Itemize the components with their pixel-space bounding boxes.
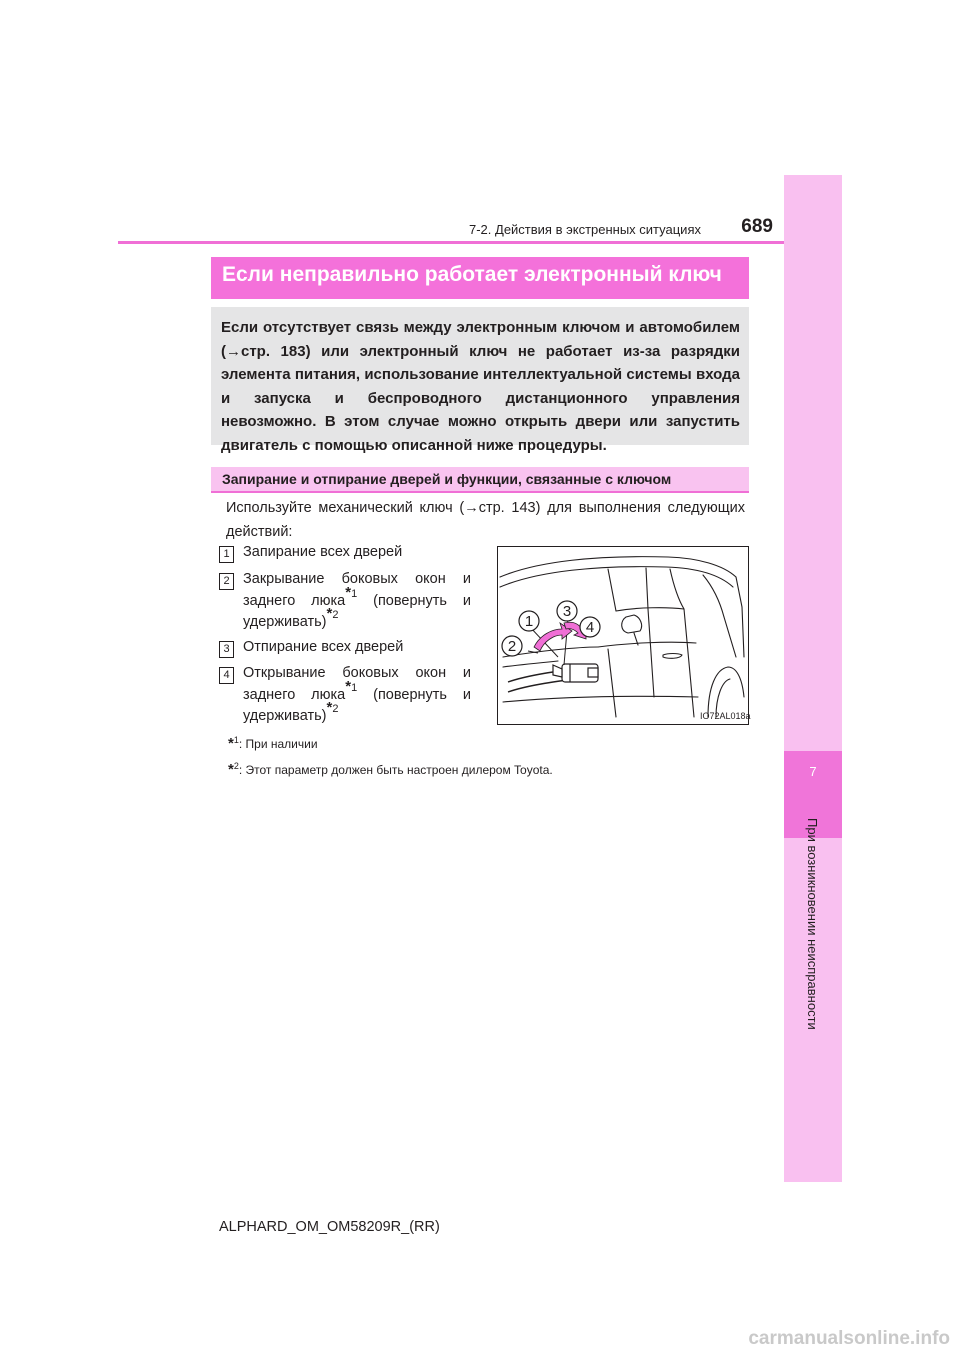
list-item-4-ref1: 1 xyxy=(351,681,358,694)
side-chapter-title: При возникновении неисправности xyxy=(805,818,820,1030)
list-item-2-text-b: (повернуть и удерживать) xyxy=(243,592,471,630)
car-door-drawing xyxy=(498,547,751,724)
callout-4: 4 xyxy=(585,619,595,636)
footnote-1-mark: * xyxy=(228,735,234,752)
list-item-4-text-b: (повернуть и удерживать) xyxy=(243,686,471,724)
footnote-2-text: : Этот параметр должен быть настроен дилером Toyota. xyxy=(238,763,553,777)
list-item-2: Закрывание боковых окон и заднего люка$^{*1}$ (повернуть и удерживать)$^{*2}$ xyxy=(243,571,471,630)
list-item-2-text: Закрывание боковых окон и заднего люка xyxy=(243,571,471,609)
footnote-2-mark: * xyxy=(228,761,234,778)
callout-1: 1 xyxy=(524,613,534,630)
header-rule xyxy=(118,241,784,244)
list-item-2-ref1: 1 xyxy=(351,587,358,600)
intro-text: Если отсутствует связь между электронным ключом и автомобилем (→стр. 183) или электронный ключ не работает из-за разрядки элемента питания, использование интеллектуальной системы входа и запуска и беспроводного дистанционного управления невозможно. В этом случае можно открыть двери или запустить двигатель с помощью описанной ниже процедуры. xyxy=(221,319,740,454)
subheading-title: Запирание и отпирание дверей и функции, связанные с ключом xyxy=(222,471,672,487)
footnote-1-sup: 1 xyxy=(233,735,239,745)
list-item-1: Запирание всех дверей xyxy=(243,544,403,560)
side-chapter-number: 7 xyxy=(809,764,817,779)
subheading-rule xyxy=(211,491,749,493)
list-number-4: 4 xyxy=(219,667,234,684)
callout-3: 3 xyxy=(562,603,572,620)
page-number: 689 xyxy=(741,216,773,237)
list-number-2: 2 xyxy=(219,573,234,590)
list-item-2-ref2: 2 xyxy=(332,609,339,621)
footnote-2-sup: 2 xyxy=(233,761,239,771)
callout-2: 2 xyxy=(507,638,517,655)
footnote-1-text: : При наличии xyxy=(238,737,318,751)
car-door-key-illustration xyxy=(497,546,749,725)
watermark: carmanualsonline.info xyxy=(748,1328,950,1349)
list-number-1: 1 xyxy=(219,546,234,563)
header-section-title: 7-2. Действия в экстренных ситуациях xyxy=(469,222,701,237)
list-item-3: Отпирание всех дверей xyxy=(243,639,404,655)
page-title: Если неправильно работает электронный ключ xyxy=(222,263,722,286)
list-item-4: Открывание боковых окон и заднего люка$^{*1}$ (повернуть и удерживать)$^{*2}$ xyxy=(243,665,471,724)
list-item-4-ref2: 2 xyxy=(332,703,339,715)
body-paragraph: Используйте механический ключ (→стр. 143) для выполнения следующих действий: xyxy=(226,500,745,540)
figure-code: IO72AL018a xyxy=(700,711,751,721)
list-item-4-text: Открывание боковых окон и заднего люка xyxy=(243,665,471,703)
footnote-1 xyxy=(228,735,318,752)
list-number-3: 3 xyxy=(219,641,234,658)
footnote-2 xyxy=(228,761,553,778)
document-code: ALPHARD_OM_OM58209R_(RR) xyxy=(219,1219,440,1235)
